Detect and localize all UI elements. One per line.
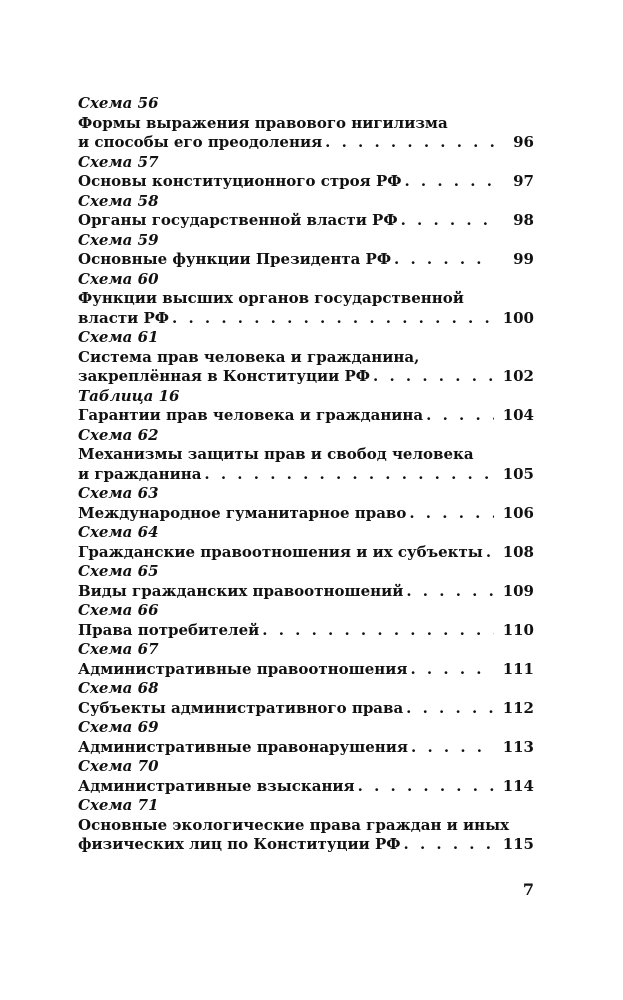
leader-dots	[401, 211, 494, 231]
toc-entry	[78, 231, 534, 270]
toc-entry-label: Схема 71	[78, 796, 159, 814]
toc-entry-title-row	[78, 699, 534, 719]
table-of-contents	[78, 94, 534, 855]
leader-dots	[358, 777, 494, 797]
toc-entry-page: 96	[513, 133, 534, 151]
leader-dots	[406, 582, 494, 602]
toc-entry-title-line: Органы государственной власти РФ	[78, 211, 398, 229]
toc-entry-title-line: закреплённая в Конституции РФ	[78, 367, 371, 385]
toc-entry	[78, 640, 534, 679]
toc-entry-title-row	[78, 543, 534, 563]
toc-entry-title-line: Гарантии прав человека и гражданина	[78, 406, 424, 424]
toc-entry-label: Схема 57	[78, 152, 159, 171]
toc-entry-label: Схема 66	[78, 601, 159, 619]
toc-entry-label: Схема 65	[78, 562, 159, 580]
toc-entry-page: 98	[513, 211, 534, 229]
toc-entry-title-line: физических лиц по Конституции РФ	[78, 835, 401, 853]
toc-entry-title-row	[78, 621, 534, 641]
toc-entry-title-line: Формы выражения правового нигилизма	[78, 113, 448, 132]
toc-entry	[78, 270, 534, 329]
toc-entry-title-row	[78, 367, 534, 387]
toc-entry-page: 100	[502, 308, 534, 327]
toc-entry	[78, 757, 534, 796]
toc-entry-page: 109	[502, 581, 534, 600]
toc-entry	[78, 94, 534, 153]
page-number: 7	[522, 880, 534, 899]
leader-dots	[406, 699, 494, 719]
toc-entry-label: Схема 60	[78, 269, 159, 288]
toc-entry-title-row	[78, 660, 534, 680]
toc-entry-title-row	[78, 777, 534, 797]
toc-entry	[78, 387, 534, 426]
toc-entry-title-line: Международное гуманитарное право	[78, 503, 407, 522]
toc-entry-title-line: и способы его преодоления	[78, 133, 323, 151]
toc-entry-label: Таблица 16	[78, 386, 180, 405]
toc-entry-page: 110	[502, 620, 534, 639]
toc-entry	[78, 426, 534, 485]
toc-entry-title-line: Функции высших органов государственной	[78, 289, 464, 307]
toc-entry-title-line: и гражданина	[78, 464, 202, 483]
toc-entry-title-line: Административные правоотношения	[78, 659, 408, 678]
toc-entry-page: 97	[513, 172, 534, 190]
toc-entry-title-line: власти РФ	[78, 308, 170, 327]
toc-entry	[78, 679, 534, 718]
toc-entry-label: Схема 67	[78, 640, 159, 658]
leader-dots	[204, 465, 494, 485]
toc-entry	[78, 796, 534, 855]
toc-entry-label: Схема 69	[78, 718, 159, 736]
toc-entry	[78, 601, 534, 640]
toc-entry-label: Схема 62	[78, 425, 159, 444]
toc-entry-label: Схема 58	[78, 191, 159, 210]
leader-dots	[373, 367, 494, 387]
toc-entry-page: 105	[502, 464, 534, 483]
toc-entry-title-row	[78, 211, 534, 231]
toc-entry-label: Схема 63	[78, 484, 159, 502]
toc-entry-page: 114	[502, 776, 534, 795]
toc-entry-page: 106	[502, 503, 534, 522]
toc-entry-page: 108	[502, 542, 534, 561]
toc-entry-page: 115	[502, 835, 534, 853]
toc-entry-title-line: Основные экологические права граждан и иных	[78, 815, 510, 834]
toc-entry-title-row	[78, 172, 534, 192]
toc-entry	[78, 153, 534, 192]
toc-entry-label: Схема 59	[78, 230, 159, 249]
toc-entry	[78, 523, 534, 562]
toc-entry	[78, 328, 534, 387]
toc-entry-title-line: Механизмы защиты прав и свобод человека	[78, 445, 474, 463]
toc-entry-title-row	[78, 465, 534, 485]
toc-entry-title-row	[78, 582, 534, 602]
toc-entry-title-row	[78, 504, 534, 524]
toc-entry-title-line: Гражданские правоотношения и их субъекты	[78, 542, 483, 561]
toc-entry-title-line: Права потребителей	[78, 620, 260, 639]
toc-entry-title-line: Виды гражданских правоотношений	[78, 581, 404, 600]
leader-dots	[426, 406, 494, 426]
leader-dots	[404, 172, 494, 192]
toc-entry-label: Схема 64	[78, 523, 159, 541]
toc-entry-label: Схема 68	[78, 679, 159, 697]
leader-dots	[411, 738, 494, 758]
toc-entry-page: 102	[502, 367, 534, 385]
toc-entry-label: Схема 61	[78, 328, 159, 346]
leader-dots	[325, 133, 494, 153]
toc-entry-title-line: Основы конституционного строя РФ	[78, 172, 402, 190]
toc-entry-title-row	[78, 738, 534, 758]
toc-entry	[78, 192, 534, 231]
toc-entry-page: 104	[502, 406, 534, 424]
leader-dots	[172, 309, 494, 329]
toc-entry-page: 99	[513, 250, 534, 268]
toc-entry-title-line: Основные функции Президента РФ	[78, 250, 392, 268]
toc-entry-title-row	[78, 835, 534, 855]
toc-entry-title-row	[78, 133, 534, 153]
toc-entry-title-line: Административные взыскания	[78, 776, 355, 795]
toc-entry-title-row	[78, 309, 534, 329]
leader-dots	[262, 621, 494, 641]
leader-dots	[404, 835, 495, 855]
leader-dots	[409, 504, 494, 524]
leader-dots	[394, 250, 494, 270]
toc-entry-page: 113	[502, 737, 534, 756]
toc-entry-label: Схема 70	[78, 757, 159, 775]
toc-entry-page: 112	[502, 698, 534, 717]
toc-entry-label: Схема 56	[78, 94, 159, 112]
leader-dots	[486, 543, 494, 563]
toc-entry	[78, 718, 534, 757]
toc-entry-title-row	[78, 406, 534, 426]
toc-entry	[78, 484, 534, 523]
toc-entry	[78, 562, 534, 601]
toc-entry-title-line: Административные правонарушения	[78, 737, 408, 756]
toc-entry-page: 111	[502, 659, 534, 678]
toc-entry-title-row	[78, 250, 534, 270]
leader-dots	[410, 660, 494, 680]
toc-entry-title-line: Система прав человека и гражданина,	[78, 347, 420, 366]
toc-entry-title-line: Субъекты административного права	[78, 698, 404, 717]
